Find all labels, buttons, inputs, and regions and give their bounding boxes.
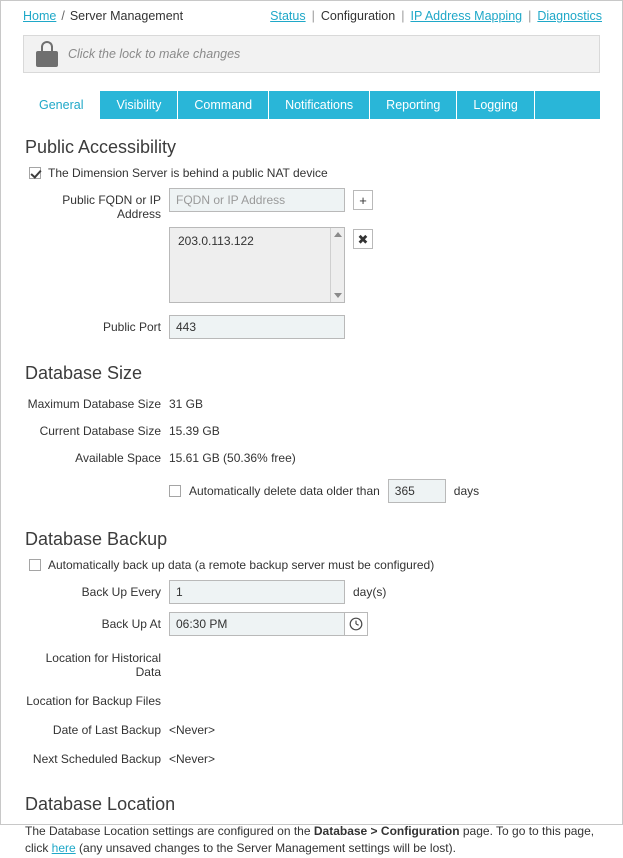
backup-files-location-label: Location for Backup Files <box>26 694 161 708</box>
database-location-note <box>25 823 598 858</box>
add-fqdn-button[interactable]: + <box>353 190 373 210</box>
auto-backup-row[interactable] <box>29 558 598 572</box>
db-location-text-3: (any unsaved changes to the Server Management settings will be lost). <box>75 841 456 856</box>
last-backup-value: <Never> <box>169 723 216 737</box>
auto-backup-label: Automatically back up data (a remote backup server must be configured) <box>48 558 435 572</box>
nav-diagnostics-link[interactable]: Diagnostics <box>537 9 602 23</box>
db-location-text-2: page. To go to this page, click <box>25 824 595 856</box>
public-accessibility-title: Public Accessibility <box>25 137 177 157</box>
next-backup-label: Next Scheduled Backup <box>32 752 161 766</box>
public-accessibility-section <box>1 166 622 339</box>
breadcrumb-home-link[interactable]: Home <box>23 9 57 23</box>
nat-checkbox-row[interactable] <box>29 166 598 180</box>
db-location-here-link[interactable]: here <box>51 841 76 856</box>
auto-delete-days-input[interactable] <box>388 479 446 503</box>
max-db-size-row <box>25 392 598 411</box>
tab-logging[interactable]: Logging <box>457 91 535 119</box>
top-nav <box>270 9 602 23</box>
backup-at-input[interactable] <box>169 612 345 636</box>
auto-delete-label: Automatically delete data older than <box>189 484 380 498</box>
backup-every-input[interactable] <box>169 580 345 604</box>
tab-general[interactable]: General <box>23 91 100 119</box>
breadcrumb-separator: / <box>61 9 65 23</box>
nav-divider-1: | <box>311 9 315 23</box>
fqdn-list-row <box>25 227 598 303</box>
fqdn-input[interactable] <box>169 188 345 212</box>
backup-every-label: Back Up Every <box>81 585 161 599</box>
tab-bar <box>23 91 600 119</box>
backup-at-row <box>25 612 598 636</box>
max-db-size-value: 31 GB <box>169 397 204 411</box>
lock-icon[interactable] <box>36 41 58 67</box>
tab-reporting[interactable]: Reporting <box>370 91 457 119</box>
db-location-bold: Database > Configuration <box>313 824 460 838</box>
database-size-title: Database Size <box>25 363 143 383</box>
historical-location-label: Location for Historical Data <box>45 651 161 679</box>
fqdn-label: Public FQDN or IP Address <box>62 193 161 221</box>
db-location-text-1: The Database Location settings are configured on the <box>25 824 314 838</box>
current-db-size-row <box>25 419 598 438</box>
clock-icon[interactable] <box>344 612 368 636</box>
lock-body <box>36 51 58 67</box>
public-port-label: Public Port <box>102 320 161 334</box>
top-bar <box>1 1 622 29</box>
next-backup-value: <Never> <box>169 752 216 766</box>
fqdn-list[interactable] <box>169 227 345 303</box>
tab-visibility[interactable]: Visibility <box>100 91 178 119</box>
fqdn-list-scrollbar[interactable] <box>330 228 344 302</box>
database-backup-section <box>1 558 622 766</box>
tab-command[interactable]: Command <box>178 91 269 119</box>
tab-bar-filler <box>535 91 600 119</box>
public-port-input[interactable] <box>169 315 345 339</box>
auto-delete-row <box>25 477 598 503</box>
next-backup-row <box>25 747 598 766</box>
fqdn-list-spacer <box>25 227 169 232</box>
backup-files-location-row <box>25 689 598 708</box>
available-space-row <box>25 446 598 465</box>
nav-status-link[interactable]: Status <box>270 9 306 23</box>
backup-every-suffix: day(s) <box>353 585 387 599</box>
current-db-size-label: Current Database Size <box>39 424 161 438</box>
lock-bar[interactable] <box>23 35 600 73</box>
max-db-size-label: Maximum Database Size <box>27 397 161 411</box>
last-backup-row <box>25 718 598 737</box>
breadcrumb <box>23 9 183 23</box>
nav-divider-2: | <box>401 9 405 23</box>
database-backup-title: Database Backup <box>25 529 168 549</box>
lock-bar-label: Click the lock to make changes <box>68 47 241 61</box>
list-item[interactable]: 203.0.113.122 <box>178 234 254 248</box>
auto-delete-checkbox[interactable] <box>169 485 181 497</box>
available-space-value: 15.61 GB (50.36% free) <box>169 451 296 465</box>
nav-configuration-current: Configuration <box>320 9 396 23</box>
available-space-label: Available Space <box>75 451 161 465</box>
backup-at-label: Back Up At <box>101 617 161 631</box>
database-location-title: Database Location <box>25 794 176 814</box>
nav-divider-3: | <box>528 9 532 23</box>
nav-ip-address-mapping-link[interactable]: IP Address Mapping <box>410 9 523 23</box>
remove-fqdn-button[interactable]: ✖ <box>353 229 373 249</box>
current-db-size-value: 15.39 GB <box>169 424 220 438</box>
nat-checkbox-label: The Dimension Server is behind a public NAT device <box>48 166 328 180</box>
auto-backup-checkbox[interactable] <box>29 559 41 571</box>
nat-checkbox[interactable] <box>29 167 41 179</box>
days-suffix-label: days <box>453 484 480 498</box>
scroll-up-icon[interactable] <box>334 232 342 237</box>
auto-delete-spacer <box>25 488 169 493</box>
public-port-row <box>25 315 598 339</box>
fqdn-row <box>25 188 598 221</box>
last-backup-label: Date of Last Backup <box>52 723 161 737</box>
tab-notifications[interactable]: Notifications <box>269 91 370 119</box>
breadcrumb-current: Server Management <box>69 9 184 23</box>
historical-location-row <box>25 646 598 679</box>
scroll-down-icon[interactable] <box>334 293 342 298</box>
database-size-section <box>1 392 622 503</box>
backup-every-row <box>25 580 598 604</box>
